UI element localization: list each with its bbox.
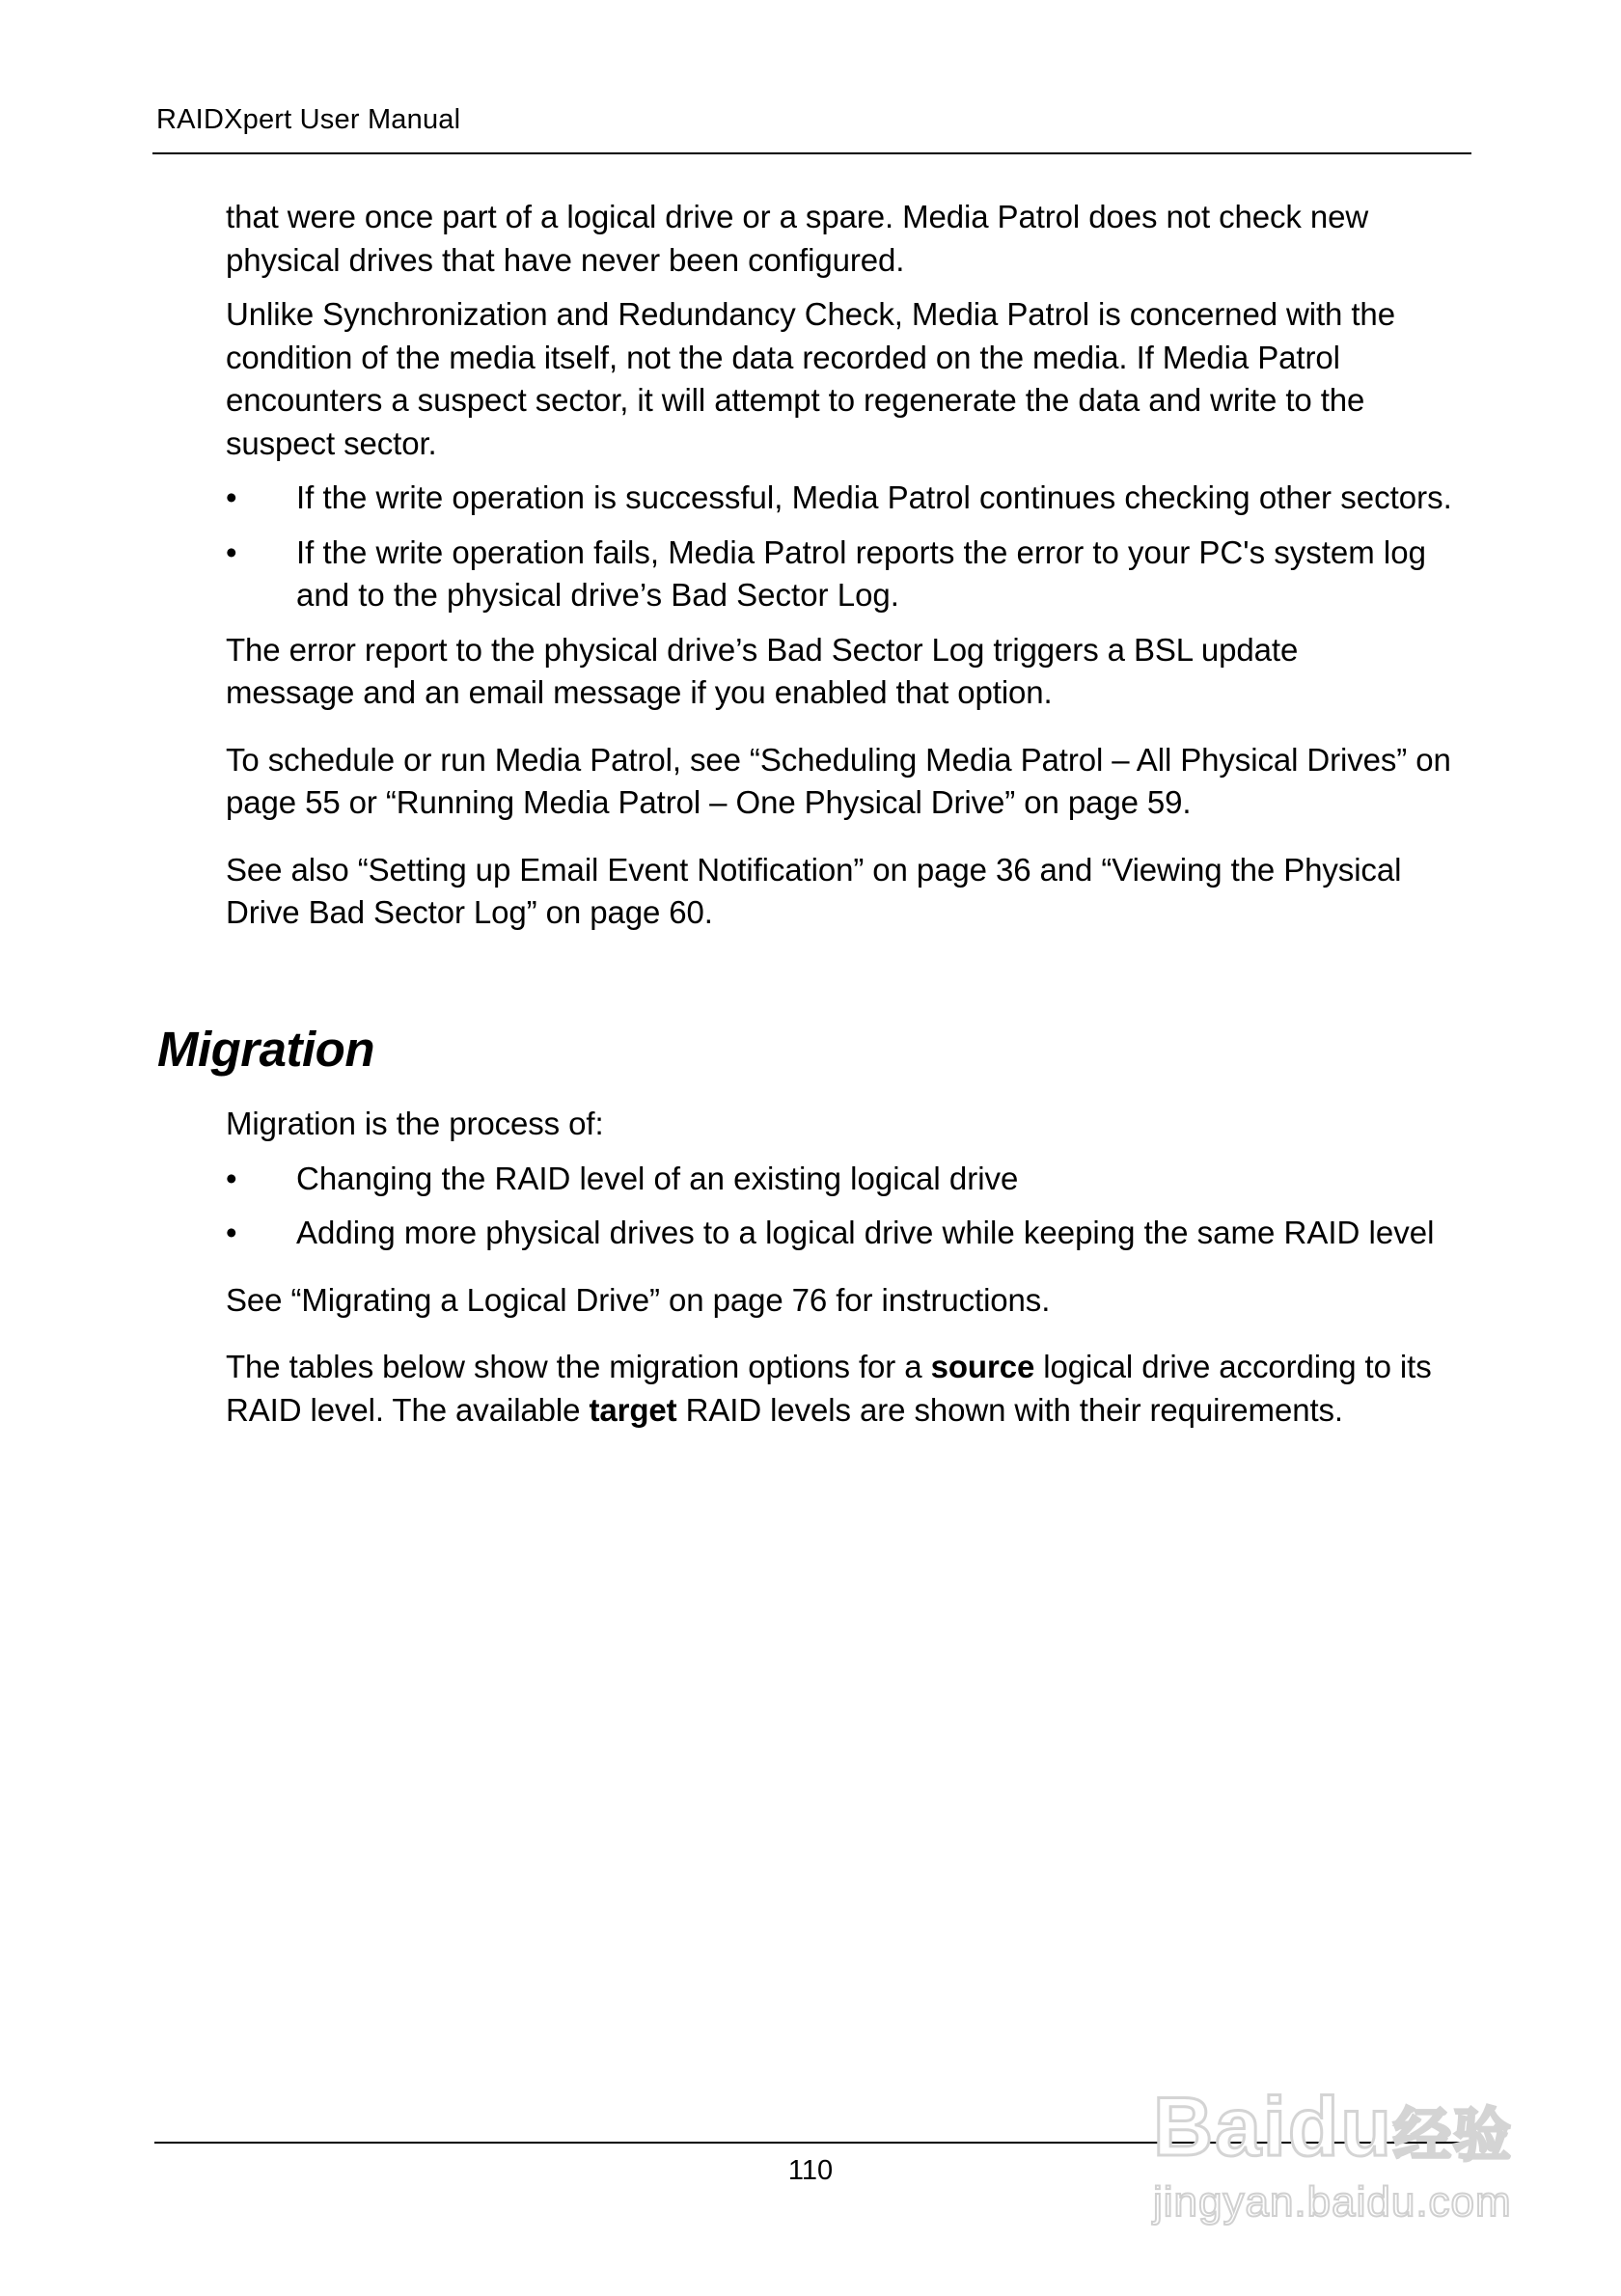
bullet-icon: • [226, 533, 237, 570]
text-run: The tables below show the migration options for a [226, 1349, 931, 1384]
list-item-text: If the write operation fails, Media Patrol reports the error to your PC's system log and to the physical drive’s Bad Sector Log. [296, 533, 1426, 613]
emphasis-source: source [930, 1349, 1035, 1384]
list-item-text: Adding more physical drives to a logical drive while keeping the same RAID level [296, 1215, 1435, 1250]
paragraph: See also “Setting up Email Event Notification” on page 36 and “Viewing the Physical Drive Bad Sector Log” on page 60. [226, 851, 1402, 930]
page-number: 110 [787, 2155, 834, 2186]
paragraph: See “Migrating a Logical Drive” on page 76 for instructions. [226, 1281, 1051, 1318]
footer-rule [154, 2142, 1474, 2144]
text-run: RAID levels are shown with their requirements. [676, 1391, 1343, 1428]
list-item [226, 477, 1478, 520]
list-item [226, 1158, 1483, 1201]
media-patrol-continued [226, 196, 1480, 946]
watermark-cn: 经验 [1392, 2103, 1513, 2168]
list-item-text: If the write operation is successful, Media Patrol continues checking other sectors. [296, 479, 1452, 515]
bullet-icon: • [226, 479, 237, 515]
bullet-icon: • [226, 1215, 237, 1250]
paragraph: The error report to the physical drive’s Bad Sector Log triggers a BSL update message and an email message if you enabled that option. [226, 631, 1299, 710]
bullet-icon: • [226, 1160, 237, 1196]
header-rule [152, 152, 1471, 154]
paragraph [226, 1346, 1480, 1432]
watermark-brand: Bai [1153, 2081, 1288, 2173]
paragraph: Migration is the process of: [226, 1106, 604, 1141]
bullet-list [226, 1158, 1480, 1255]
section-heading-migration: Migration [157, 1022, 374, 1077]
list-item-text: Changing the RAID level of an existing logical drive [296, 1160, 1019, 1196]
watermark-paw-icon: du [1287, 2081, 1393, 2173]
watermark-url: jingyan.baidu.com [1153, 2178, 1512, 2226]
paragraph: To schedule or run Media Patrol, see “Scheduling Media Patrol – All Physical Drives” on page 55 or “Running Media Patrol – One Physical Drive” on page 59. [226, 741, 1451, 820]
emphasis-target: target [589, 1391, 677, 1428]
manual-title: RAIDXpert User Manual [156, 104, 461, 135]
paragraph: Unlike Synchronization and Redundancy Check, Media Patrol is concerned with the condition of the media itself, not the data recorded on the media. If Media Patrol encounters a suspect sector, it will attempt to regenerate the data and write to the suspect sector. [226, 296, 1395, 461]
text-run: logical drive according to its RAID level. The available [226, 1349, 1432, 1428]
paragraph: that were once part of a logical drive or a spare. Media Patrol does not check new physical drives that have never been configured. [226, 199, 1369, 278]
list-item [226, 1212, 1483, 1255]
list-item [226, 532, 1478, 617]
migration-section [226, 1103, 1480, 1443]
bullet-list [226, 477, 1480, 617]
